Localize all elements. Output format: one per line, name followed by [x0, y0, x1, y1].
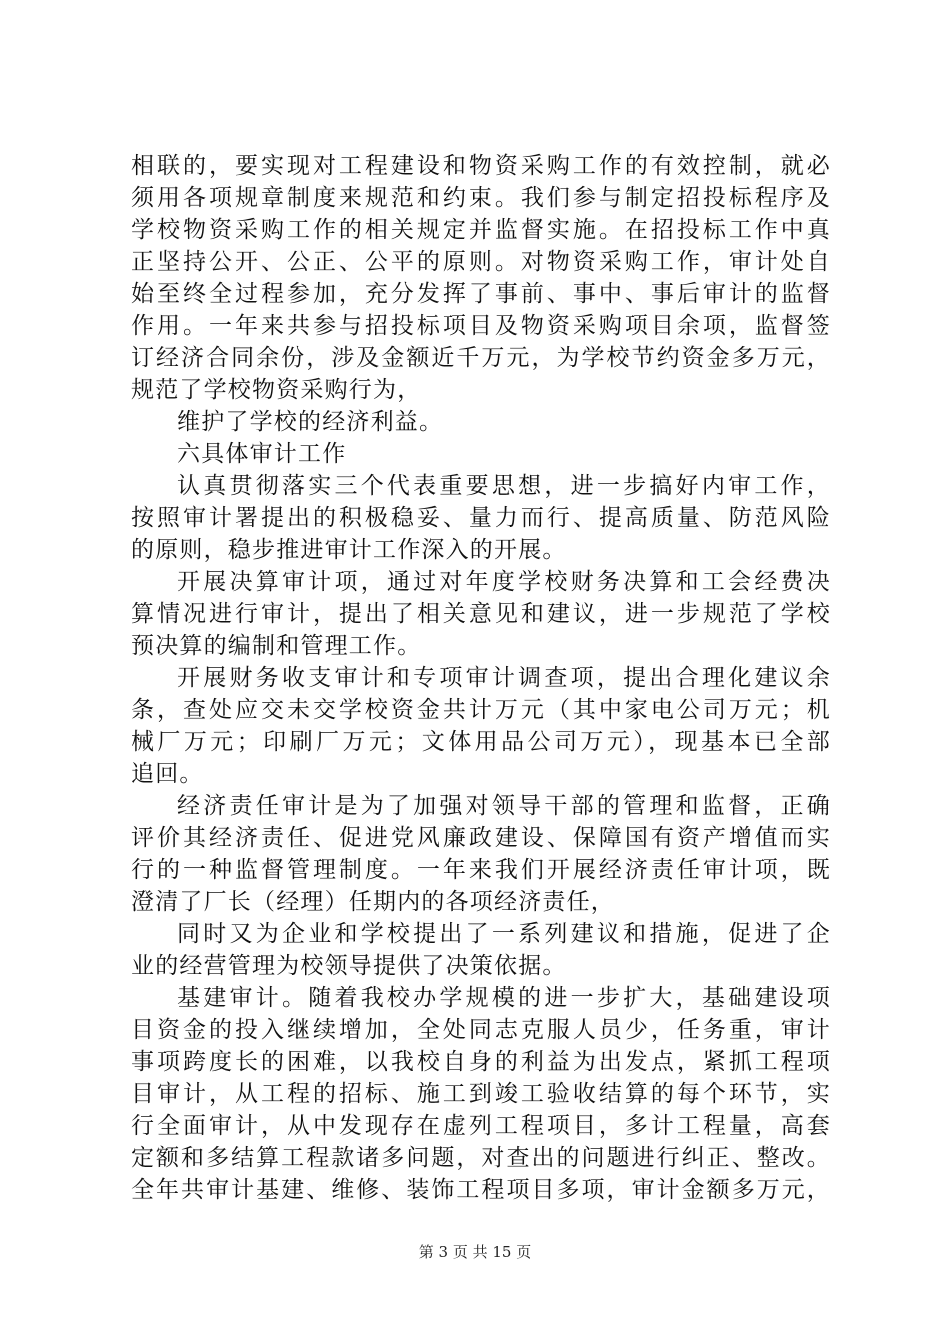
text-line: 正坚持公开、公正、公平的原则。对物资采购工作，审计处自 [131, 249, 831, 275]
text-line: 按照审计署提出的积极稳妥、量力而行、提高质量、防范风险 [131, 505, 831, 531]
text-line: 始至终全过程参加，充分发挥了事前、事中、事后审计的监督 [131, 281, 831, 307]
text-line: 定额和多结算工程款诸多问题，对查出的问题进行纠正、整改。 [131, 1145, 831, 1171]
text-line: 目资金的投入继续增加，全处同志克服人员少，任务重，审计 [131, 1017, 831, 1043]
text-line: 维护了学校的经济利益。 [177, 409, 444, 435]
text-line: 认真贯彻落实三个代表重要思想，进一步搞好内审工作， [177, 473, 831, 499]
document-body [131, 150, 831, 1206]
text-line: 开展财务收支审计和专项审计调查项，提出合理化建议余 [177, 665, 831, 691]
text-line: 学校物资采购工作的相关规定并监督实施。在招投标工作中真 [131, 217, 831, 243]
text-line: 作用。一年来共参与招投标项目及物资采购项目余项，监督签 [131, 313, 831, 339]
text-line: 行全面审计，从中发现存在虚列工程项目，多计工程量，高套 [131, 1113, 831, 1139]
page-footer: 第 3 页 共 15 页 [418, 1243, 532, 1261]
text-line: 事项跨度长的困难，以我校自身的利益为出发点，紧抓工程项 [131, 1049, 831, 1075]
text-line: 预决算的编制和管理工作。 [131, 633, 422, 659]
text-line: 行的一种监督管理制度。一年来我们开展经济责任审计项，既 [131, 857, 831, 883]
text-line: 算情况进行审计，提出了相关意见和建议，进一步规范了学校 [131, 601, 831, 627]
text-line: 全年共审计基建、维修、装饰工程项目多项，审计金额多万元， [131, 1177, 831, 1203]
text-line: 开展决算审计项，通过对年度学校财务决算和工会经费决 [177, 569, 831, 595]
text-line: 条，查处应交未交学校资金共计万元（其中家电公司万元；机 [131, 697, 831, 723]
text-line: 基建审计。随着我校办学规模的进一步扩大，基础建设项 [177, 985, 831, 1011]
text-line: 械厂万元；印刷厂万元；文体用品公司万元），现基本已全部 [131, 729, 831, 755]
text-line: 追回。 [131, 761, 204, 787]
text-line: 六具体审计工作 [177, 441, 347, 467]
text-line: 相联的，要实现对工程建设和物资采购工作的有效控制，就必 [131, 153, 831, 179]
text-line: 须用各项规章制度来规范和约束。我们参与制定招投标程序及 [131, 185, 831, 211]
text-line: 订经济合同余份，涉及金额近千万元，为学校节约资金多万元， [131, 345, 831, 371]
text-line: 澄清了厂长（经理）任期内的各项经济责任， [131, 889, 615, 915]
text-line: 的原则，稳步推进审计工作深入的开展。 [131, 537, 567, 563]
text-line: 目审计，从工程的招标、施工到竣工验收结算的每个环节，实 [131, 1081, 831, 1107]
text-line: 经济责任审计是为了加强对领导干部的管理和监督，正确 [177, 793, 831, 819]
text-line: 规范了学校物资采购行为， [131, 377, 422, 403]
text-line: 同时又为企业和学校提出了一系列建议和措施，促进了企 [177, 921, 831, 947]
text-line: 评价其经济责任、促进党风廉政建设、保障国有资产增值而实 [131, 825, 831, 851]
text-line: 业的经营管理为校领导提供了决策依据。 [131, 953, 567, 979]
